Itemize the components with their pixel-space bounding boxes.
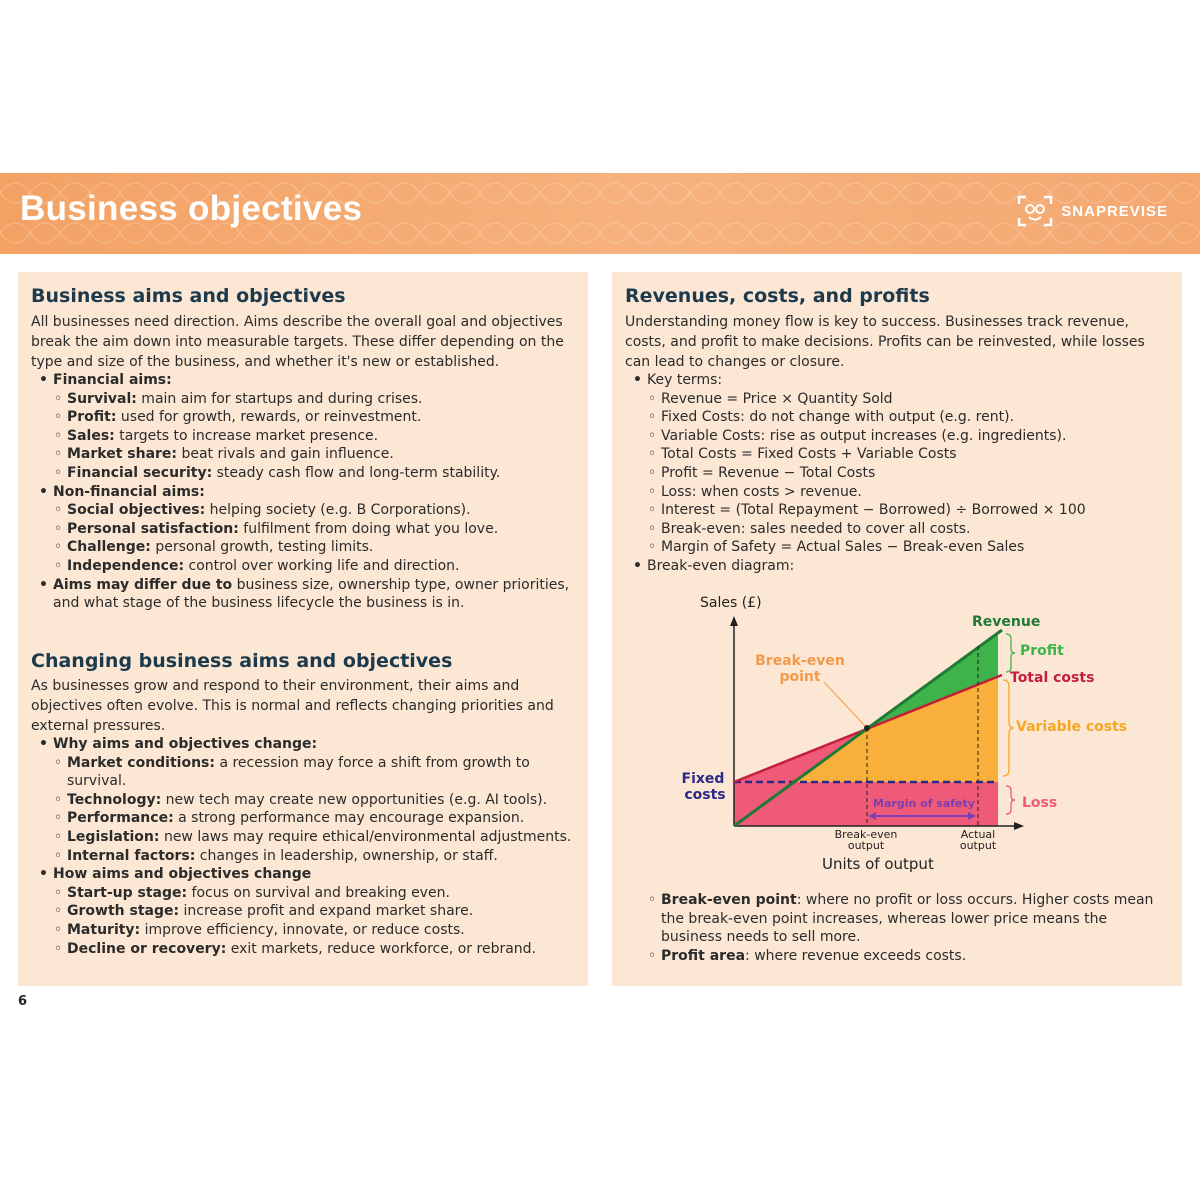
list-item — [31, 884, 579, 903]
list-item-term: Aims may differ due to — [53, 576, 233, 593]
aims-list — [31, 371, 579, 613]
list-item-text: Key terms: — [647, 372, 723, 388]
revenues-section-title: Revenues, costs, and profits — [625, 285, 930, 307]
list-item — [31, 576, 579, 613]
actual-output-label-line2: output — [959, 839, 997, 852]
list-item-term: Internal factors: — [67, 847, 196, 864]
list-item-term: Profit: — [67, 409, 117, 426]
list-item — [625, 408, 1170, 427]
list-item-term: Market conditions: — [67, 754, 215, 771]
list-item — [31, 847, 579, 866]
list-item-text: used for growth, rewards, or reinvestment. — [116, 409, 422, 426]
loss-label: Loss — [1022, 795, 1058, 811]
list-item-text: Interest = (Total Repayment − Borrowed) ÷ Borrowed × 100 — [661, 502, 1086, 519]
revenues-intro: Understanding money flow is key to success. Businesses track revenue, costs, and profit to make decisions. Profits can be reinvested, while losses can lead to changes or closure. — [625, 314, 1145, 370]
list-item — [625, 557, 1170, 576]
list-item-text: new laws may require ethical/environmental adjustments. — [159, 828, 572, 845]
list-item-text: personal growth, testing limits. — [150, 539, 374, 556]
list-item-term: Decline or recovery: — [67, 940, 227, 957]
list-item-term: Legislation: — [67, 828, 160, 845]
revenue-label: Revenue — [972, 614, 1041, 630]
list-item — [31, 921, 579, 940]
list-item — [625, 483, 1170, 502]
list-item — [31, 390, 579, 409]
list-item — [625, 390, 1170, 409]
list-item-text: Variable Costs: rise as output increases (e.g. ingredients). — [661, 427, 1067, 444]
list-item-term: Non-financial aims: — [53, 483, 205, 500]
list-item-text: changes in leadership, ownership, or staff. — [195, 847, 498, 864]
list-item-term: Break-even point — [661, 892, 797, 908]
list-item — [31, 754, 579, 791]
list-item-text: Break-even: sales needed to cover all costs. — [661, 520, 971, 537]
list-item-text: improve efficiency, innovate, or reduce costs. — [140, 921, 465, 938]
break-even-notes-list — [625, 891, 1170, 965]
list-item-text: targets to increase market presence. — [114, 427, 379, 444]
list-item — [31, 501, 579, 520]
header-banner — [0, 173, 1200, 254]
list-item — [625, 371, 1170, 390]
brand-logo — [1017, 195, 1168, 227]
list-item — [625, 520, 1170, 539]
list-item — [31, 408, 579, 427]
loss-brace-icon — [1006, 786, 1015, 814]
list-item — [31, 791, 579, 810]
break-even-output-label-line1: Break-even — [834, 828, 898, 841]
snaprevise-face-icon — [1017, 195, 1053, 227]
break-even-chart — [668, 590, 1138, 880]
x-axis-label: Units of output — [822, 855, 934, 873]
list-item-text: : where no profit or loss occurs. Higher costs mean the break-even point increases, whereas lower price means the business needs to sell more. — [661, 892, 1154, 946]
list-item-term: Challenge: — [67, 539, 151, 556]
list-item-text: Profit = Revenue − Total Costs — [661, 464, 876, 481]
list-item-text: business size, ownership type, owner priorities, and what stage of the business lifecycle the business is in. — [53, 576, 570, 612]
list-item-text: Fixed Costs: do not change with output (e.g. rent). — [661, 409, 1014, 426]
total-costs-label: Total costs — [1010, 670, 1095, 686]
list-item-term: How aims and objectives change — [53, 866, 312, 883]
list-item-term: Performance: — [67, 810, 174, 827]
list-item — [31, 483, 579, 502]
break-even-pointer — [824, 682, 867, 728]
list-item — [31, 538, 579, 557]
break-even-output-label-line2: output — [847, 839, 885, 852]
list-item-text: fulfilment from doing what you love. — [238, 520, 499, 537]
list-item — [31, 940, 579, 959]
list-item-text: : where revenue exceeds costs. — [745, 947, 967, 964]
list-item — [625, 947, 1170, 966]
list-item — [625, 427, 1170, 446]
fixed-costs-label-line2: costs — [684, 787, 726, 803]
variable-costs-brace-icon — [1003, 680, 1014, 776]
list-item — [31, 828, 579, 847]
list-item-term: Why aims and objectives change: — [53, 736, 318, 752]
list-item — [31, 371, 579, 390]
list-item — [625, 464, 1170, 483]
list-item-text: a recession may force a shift from growth to survival. — [67, 754, 530, 790]
aims-intro: All businesses need direction. Aims describe the overall goal and objectives break the aim down into measurable targets. These differ depending on the type and size of the business, and whether it's new or established. — [31, 314, 564, 370]
break-even-point-label-line2: point — [779, 669, 821, 685]
list-item — [31, 464, 579, 483]
list-item-term: Social objectives: — [67, 502, 206, 519]
list-item-text: main aim for startups and during crises. — [136, 390, 423, 407]
list-item-text: new tech may create new opportunities (e.g. AI tools). — [161, 791, 548, 808]
x-axis-arrow-icon — [1014, 822, 1024, 830]
list-item-text: helping society (e.g. B Corporations). — [205, 502, 471, 519]
y-axis-arrow-icon — [730, 616, 738, 626]
list-item-text: Margin of Safety = Actual Sales − Break-even Sales — [661, 539, 1025, 556]
list-item — [31, 427, 579, 446]
list-item-text: increase profit and expand market share. — [179, 903, 474, 920]
list-item — [31, 809, 579, 828]
list-item-term: Market share: — [67, 446, 178, 463]
changing-intro: As businesses grow and respond to their environment, their aims and objectives often evolve. This is normal and reflects changing priorities and external pressures. — [31, 678, 554, 734]
list-item — [31, 445, 579, 464]
break-even-point-label-line1: Break-even — [755, 653, 845, 669]
list-item — [31, 735, 579, 754]
list-item-text: control over working life and direction. — [184, 557, 460, 574]
list-item-term: Independence: — [67, 557, 185, 574]
list-item-term: Maturity: — [67, 921, 141, 938]
list-item-text: beat rivals and gain influence. — [177, 446, 394, 463]
list-item — [625, 445, 1170, 464]
list-item-text: focus on survival and breaking even. — [187, 884, 450, 901]
changing-list — [31, 735, 579, 958]
list-item-term: Personal satisfaction: — [67, 520, 239, 537]
list-item — [625, 501, 1170, 520]
list-item-term: Sales: — [67, 427, 115, 444]
page-number: 6 — [18, 994, 28, 1009]
profit-brace-icon — [1006, 634, 1015, 672]
page-title: Business objectives — [20, 189, 363, 228]
break-even-point-marker — [864, 725, 870, 731]
variable-costs-label: Variable costs — [1016, 719, 1128, 735]
list-item-term: Survival: — [67, 390, 137, 407]
list-item-text: Revenue = Price × Quantity Sold — [661, 390, 893, 407]
list-item-term: Financial aims: — [53, 372, 172, 388]
brand-name: SNAPREVISE — [1061, 202, 1168, 220]
y-axis-label: Sales (£) — [700, 595, 762, 611]
list-item — [31, 902, 579, 921]
list-item-term: Profit area — [661, 947, 746, 964]
list-item-term: Technology: — [67, 791, 162, 808]
list-item — [625, 538, 1170, 557]
list-item-text: Break-even diagram: — [647, 557, 795, 574]
profit-label: Profit — [1020, 643, 1064, 659]
actual-output-label-line1: Actual — [960, 828, 996, 841]
list-item-text: Total Costs = Fixed Costs + Variable Costs — [661, 446, 957, 463]
fixed-costs-label-line1: Fixed — [681, 771, 725, 787]
list-item-term: Financial security: — [67, 464, 213, 481]
list-item — [31, 520, 579, 539]
list-item-text: a strong performance may encourage expansion. — [173, 810, 525, 827]
list-item-term: Start-up stage: — [67, 884, 188, 901]
list-item-term: Growth stage: — [67, 903, 180, 920]
changing-section-title: Changing business aims and objectives — [31, 650, 453, 672]
list-item-text: Loss: when costs > revenue. — [661, 483, 862, 500]
list-item — [625, 891, 1170, 947]
list-item-text: steady cash flow and long-term stability. — [212, 464, 501, 481]
list-item-text: exit markets, reduce workforce, or rebrand. — [226, 940, 537, 957]
aims-section-title: Business aims and objectives — [31, 285, 346, 307]
list-item — [31, 557, 579, 576]
key-terms-list — [625, 371, 1170, 576]
list-item — [31, 865, 579, 884]
margin-of-safety-label: Margin of safety — [873, 797, 975, 810]
